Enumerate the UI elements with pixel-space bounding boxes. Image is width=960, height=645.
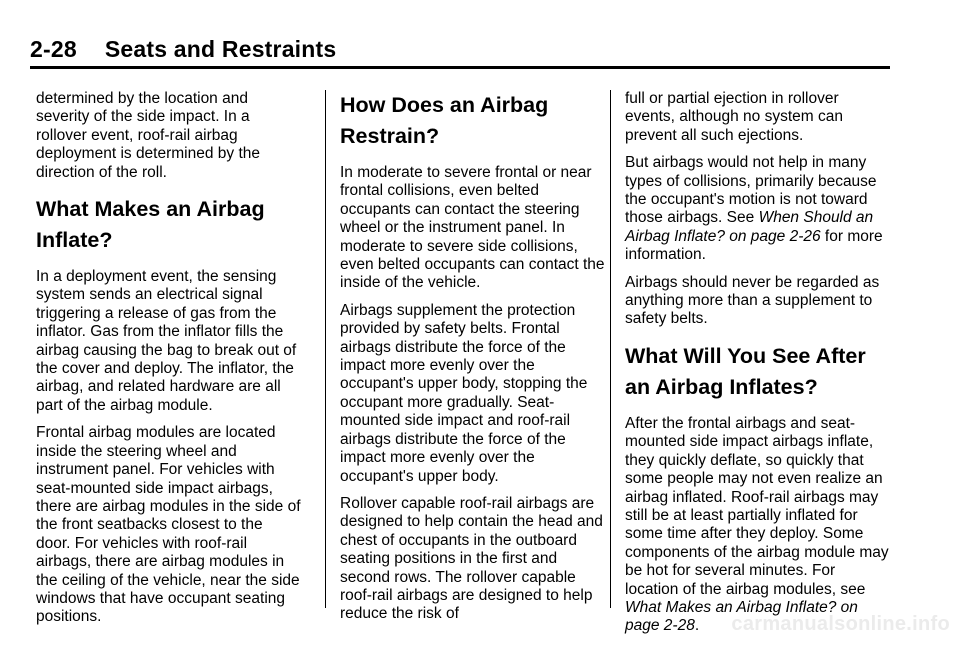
paragraph: Airbags should never be regarded as anything more than a supplement to safety belts.: [625, 273, 880, 328]
chapter-title: Seats and Restraints: [104, 36, 337, 62]
paragraph-text: for more information.: [625, 227, 883, 264]
heading-line: Inflate?: [36, 228, 113, 253]
column-3: [625, 90, 890, 645]
paragraph: In a deployment event, the sensing system sends an electrical signal triggering a release of gas from the inflator. Gas from the inflator fills the airbag causing the bag to break out of the cover and deploy. The inflator, the airbag, and related hardware are all part of the airbag module.: [36, 268, 297, 414]
column-1: [36, 90, 301, 636]
heading-line: Restrain?: [340, 124, 440, 148]
watermark: carmanualsonline.info: [731, 613, 950, 635]
paragraph-text: But airbags would not help in many types of collisions, primarily because the occupant's motion is not toward those airbags. See: [625, 154, 877, 227]
column-divider: [610, 90, 611, 608]
paragraph: determined by the location and severity of the side impact. In a rollover event, roof-rail airbag deployment is determined by the direction of the roll.: [36, 90, 261, 181]
page-number: 2-28: [30, 36, 77, 62]
paragraph: [625, 415, 890, 636]
paragraph: In moderate to severe frontal or near frontal collisions, even belted occupants can contact the steering wheel or the instrument panel. In moderate to severe side collisions, even belted occupants can contact the inside of the vehicle.: [340, 164, 605, 292]
section-heading: [340, 90, 605, 152]
cross-reference-link[interactable]: When Should an Airbag Inflate? on page 2-26: [625, 209, 874, 245]
heading-line: an Airbag Inflates?: [625, 374, 818, 399]
heading-line: How Does an Airbag: [340, 93, 549, 117]
header-rule: [30, 66, 890, 69]
cross-reference-link[interactable]: What Makes an Airbag Inflate? on page 2-28: [625, 598, 858, 635]
paragraph: Rollover capable roof-rail airbags are designed to help contain the head and chest of occupants in the outboard seating positions in the first and second rows. The rollover capable roof-rail airbags are designed to help reduce the risk of: [340, 494, 603, 623]
heading-line: What Makes an Airbag: [36, 197, 265, 222]
section-heading: [36, 194, 301, 256]
paragraph: full or partial ejection in rollover events, although no system can prevent all such ejections.: [625, 90, 843, 144]
paragraph-text: .: [694, 617, 700, 635]
paragraph: Frontal airbag modules are located inside the steering wheel and instrument panel. For vehicles with seat-mounted side impact airbags, there are airbag modules in the side of the front seatbacks closest to the door. For vehicles with roof-rail airbags, there are airbag modules in the ceiling of the vehicle, near the side windows that have occupant seating positions.: [36, 424, 301, 626]
paragraph: Airbags supplement the protection provided by safety belts. Frontal airbags distribute the force of the impact more evenly over the occupant's upper body, stopping the occupant more gradually. Seat-mounted side impact and roof-rail airbags distribute the force of the impact more evenly over the occupant's upper body.: [340, 301, 588, 485]
paragraph-text: After the frontal airbags and seat-mounted side impact airbags inflate, they quickly deflate, so quickly that some people may not even realize an airbag inflated. Roof-rail airbags may still be at least partially inflated for some time after they deploy. Some components of the airbag module may be hot for several minutes. For location of the airbag modules, see: [625, 414, 889, 598]
section-heading: [625, 341, 890, 403]
paragraph: [625, 154, 890, 264]
heading-line: What Will You See After: [625, 343, 866, 368]
page-header: [30, 36, 336, 63]
column-divider: [325, 90, 326, 608]
column-2: [340, 90, 605, 633]
